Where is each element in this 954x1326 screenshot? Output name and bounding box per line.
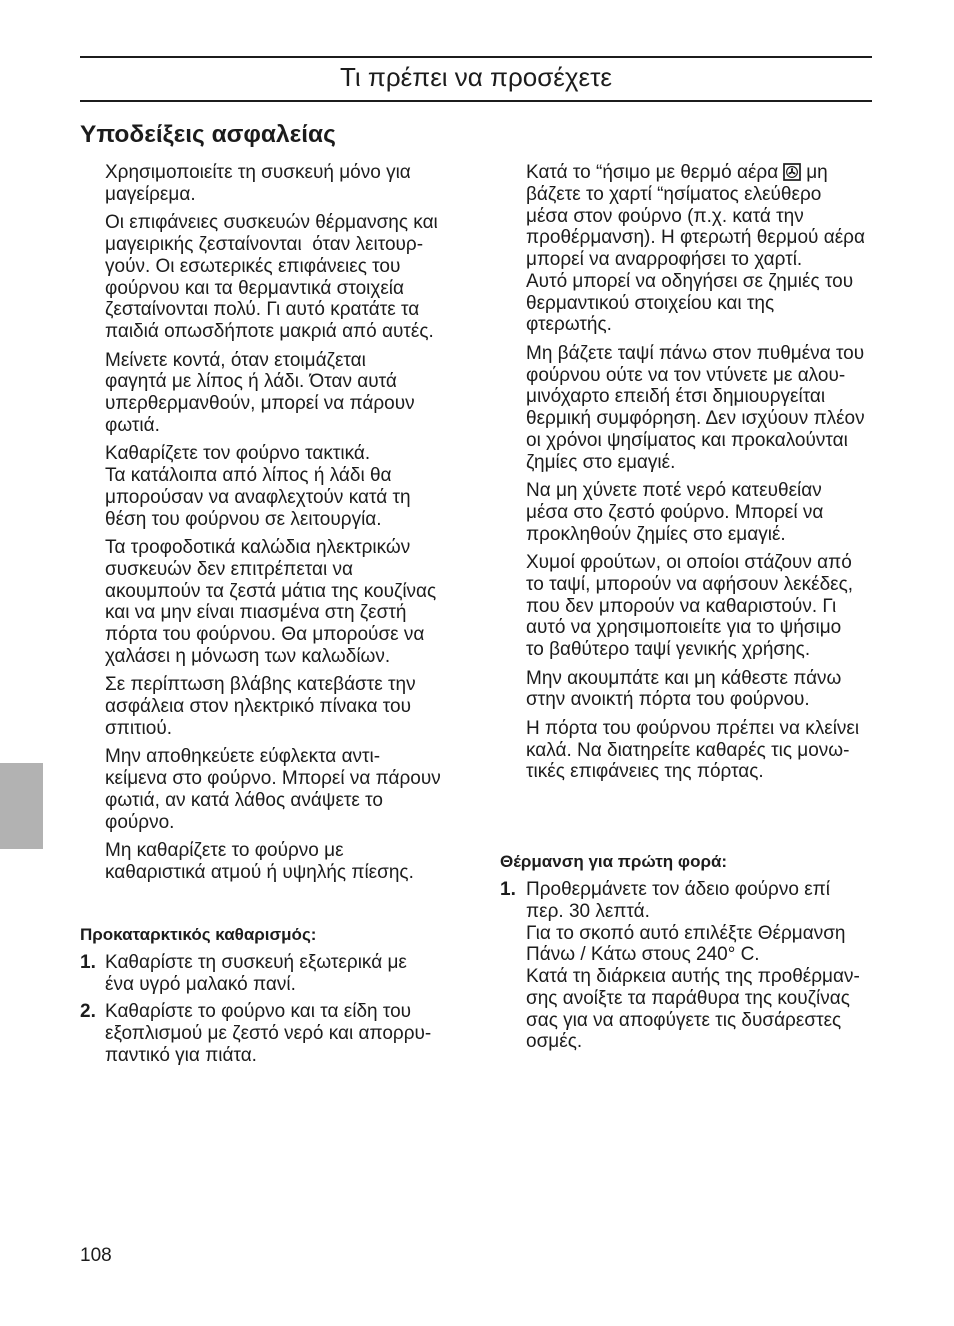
text-line: θέση του φούρνου σε λειτουργία. (105, 508, 382, 530)
step-number: 1. (80, 952, 96, 973)
text-line: μπορεί να αναρροφήσει το χαρτί. (526, 249, 803, 270)
text-line: Πάνω / Κάτω στους 240° C. (526, 944, 760, 966)
text-line: το ταψί, μπορούν να αφήσουν λεκέδες, (526, 573, 854, 595)
text-line (526, 162, 865, 184)
text-line: οσμές. (526, 1031, 583, 1053)
text-line: Αυτό μπορεί να οδηγήσει σε ζημιές του (526, 270, 854, 292)
text-line: εξοπλισμού με ζεστό νερό και απορρυ- (105, 1022, 432, 1044)
text-fragment: Κατά το “ήσιμο με θερμό αέρα (526, 162, 779, 183)
text-line: Μην αποθηκεύετε εύφλεκτα αντι- (105, 746, 381, 768)
text-line: παιδιά οπωσδήποτε μακριά από αυτές. (105, 321, 434, 342)
text-fragment: μη (806, 162, 828, 183)
preliminary-cleaning-heading: Προκαταρκτικός καθαρισμός: (80, 925, 317, 944)
chapter-side-tab (0, 763, 43, 849)
page-number: 108 (80, 1245, 112, 1266)
text-line: Καθαρίστε τη συσκευή εξωτερικά με (105, 952, 407, 973)
first-heating-heading: Θέρμανση για πρώτη φορά: (500, 852, 728, 871)
text-line: μαγειρικής ζεσταίνονται όταν λειτουρ- (105, 234, 424, 255)
left-column (105, 162, 441, 890)
list-item (80, 952, 431, 996)
text-line: Μη καθαρίζετε το φούρνο με (105, 840, 344, 861)
text-line: φωτιά, αν κατά λάθος ανάψετε το (105, 789, 383, 811)
text-line: ασφάλεια στον ηλεκτρικό πίνακα του (105, 696, 412, 717)
text-line: Χρησιμοποιείτε τη συσκευή μόνο για (105, 162, 411, 183)
text-line: σπιτιού. (105, 717, 173, 739)
text-line: Μείνετε κοντά, όταν ετοιμάζεται (105, 349, 366, 371)
text-line: οι χρόνοι ψησίματος και προκαλούνται (526, 429, 848, 451)
step-number: 2. (80, 1001, 96, 1022)
text-line: φωτιά. (105, 414, 160, 436)
text-line: προκληθούν ζημίες στο εμαγιέ. (526, 523, 786, 545)
safety-paragraph (526, 480, 865, 545)
text-line: ακουμπούν τα ζεστά μάτια της κουζίνας (105, 580, 437, 602)
text-line: Καθαρίστε το φούρνο και τα είδη του (105, 1001, 412, 1022)
section-title: Υποδείξεις ασφαλείας (80, 121, 336, 148)
text-line: Τα τροφοδοτικά καλώδια ηλεκτρικών (105, 537, 411, 558)
text-line: φούρνο. (105, 811, 175, 833)
safety-paragraph (526, 552, 865, 661)
text-line: προθέρμανση). Η φτερωτή θερμού αέρα (526, 227, 865, 249)
list-item (80, 1001, 431, 1066)
text-line: Κατά τη διάρκεια αυτής της προθέρμαν- (526, 966, 860, 987)
text-line: θερμαντικού στοιχείου και της (526, 292, 775, 314)
text-line: περ. 30 λεπτά. (526, 900, 650, 922)
safety-paragraph (526, 162, 865, 336)
text-line: κείμενα στο φούρνο. Μπορεί να πάρουν (105, 768, 441, 789)
text-line: σας για να αποφύγετε τις δυσάρεστες (526, 1009, 842, 1031)
safety-paragraph (105, 162, 441, 206)
text-line: Μην ακουμπάτε και μη κάθεστε πάνω (526, 667, 842, 689)
text-line: Προθερμάνετε τον άδειο φούρνο επί (526, 879, 831, 900)
text-line: Για το σκοπό αυτό επιλέξτε Θέρμανση (526, 922, 846, 944)
text-line: μαγείρεμα. (105, 183, 196, 205)
text-line: Καθαρίζετε τον φούρνο τακτικά. (105, 443, 371, 465)
text-line: παντικό για πιάτα. (105, 1044, 257, 1066)
safety-paragraph (526, 343, 865, 474)
page-header-title: Τι πρέπει να προσέχετε (80, 56, 872, 102)
text-line: μέσα στον φούρνο (π.χ. κατά την (526, 205, 804, 227)
safety-paragraph (105, 350, 441, 437)
text-line: ζεσταίνονται πολύ. Γι αυτό κρατάτε τα (105, 299, 420, 321)
text-line: θερμική συμφόρηση. Δεν ισχύουν πλέον (526, 408, 865, 429)
safety-paragraph (105, 212, 441, 343)
text-line: χαλάσει η μόνωση των καλωδίων. (105, 645, 391, 667)
safety-paragraph (105, 746, 441, 833)
text-line: Οι επιφάνειες συσκευών θέρμανσης και (105, 212, 438, 234)
text-line: γούν. Οι εσωτερικές επιφάνειες του (105, 255, 401, 277)
step-number: 1. (500, 879, 516, 900)
safety-paragraph (105, 840, 441, 884)
text-line: Τα κατάλοιπα από λίπος ή λάδι θα (105, 465, 392, 486)
text-line: φτερωτής. (526, 314, 612, 336)
text-line: πόρτα του φούρνου. Θα μπορούσε να (105, 624, 425, 645)
text-line: το βαθύτερο ταψί γενικής χρήσης. (526, 639, 811, 660)
text-line: τικές επιφάνειες της πόρτας. (526, 761, 764, 783)
safety-paragraph (105, 443, 441, 530)
text-line: συσκευών δεν επιτρέπεται να (105, 558, 354, 580)
safety-paragraph (526, 718, 865, 783)
text-line: μέσα στο ζεστό φούρνο. Μπορεί να (526, 501, 824, 523)
right-column (526, 162, 865, 790)
text-line: Μη βάζετε ταψί πάνω στον πυθμένα του (526, 342, 865, 364)
text-line: σης ανοίξτε τα παράθυρα της κουζίνας (526, 987, 850, 1009)
text-line: Να μη χύνετε ποτέ νερό κατευθείαν (526, 480, 822, 501)
text-line: καθαριστικά ατμού ή υψηλής πίεσης. (105, 861, 414, 883)
preliminary-cleaning-section (80, 924, 431, 1072)
text-line: φούρνου ούτε να τον ντύνετε με αλου- (526, 364, 846, 386)
text-line: και να μην είναι πιασμένα στη ζεστή (105, 602, 407, 624)
text-line: στην ανοικτή πόρτα του φούρνου. (526, 689, 810, 711)
text-line: Χυμοί φρούτων, οι οποίοι στάζουν από (526, 552, 852, 573)
text-line: μινόχαρτο επειδή έτσι δημιουργείται (526, 386, 826, 408)
text-line: που δεν μπορούν να καθαριστούν. Γι (526, 595, 837, 617)
text-line: ζημίες στο εμαγιέ. (526, 451, 676, 473)
text-line: υπερθερμανθούν, μπορεί να πάρουν (105, 393, 415, 414)
list-item (500, 879, 860, 1053)
first-heating-section (500, 851, 860, 1059)
text-line: καλά. Να διατηρείτε καθαρές τις μονω- (526, 739, 850, 761)
text-line: βάζετε το χαρτί “ησίματος ελεύθερο (526, 183, 822, 205)
text-line: ένα υγρό μαλακό πανί. (105, 973, 296, 995)
text-line: Σε περίπτωση βλάβης κατεβάστε την (105, 674, 416, 696)
text-line: φούρνου και τα θερμαντικά στοιχεία (105, 277, 405, 299)
text-line: αυτό να χρησιμοποιείτε για το ψήσιμο (526, 617, 842, 639)
safety-paragraph (105, 674, 441, 739)
text-line: Η πόρτα του φούρνου πρέπει να κλείνει (526, 717, 860, 739)
safety-paragraph (105, 537, 441, 668)
text-line: μπορούσαν να αναφλεχτούν κατά τη (105, 486, 411, 508)
text-line: φαγητά με λίπος ή λάδι. Όταν αυτά (105, 371, 397, 393)
hot-air-fan-icon (783, 163, 801, 181)
safety-paragraph (526, 668, 865, 712)
